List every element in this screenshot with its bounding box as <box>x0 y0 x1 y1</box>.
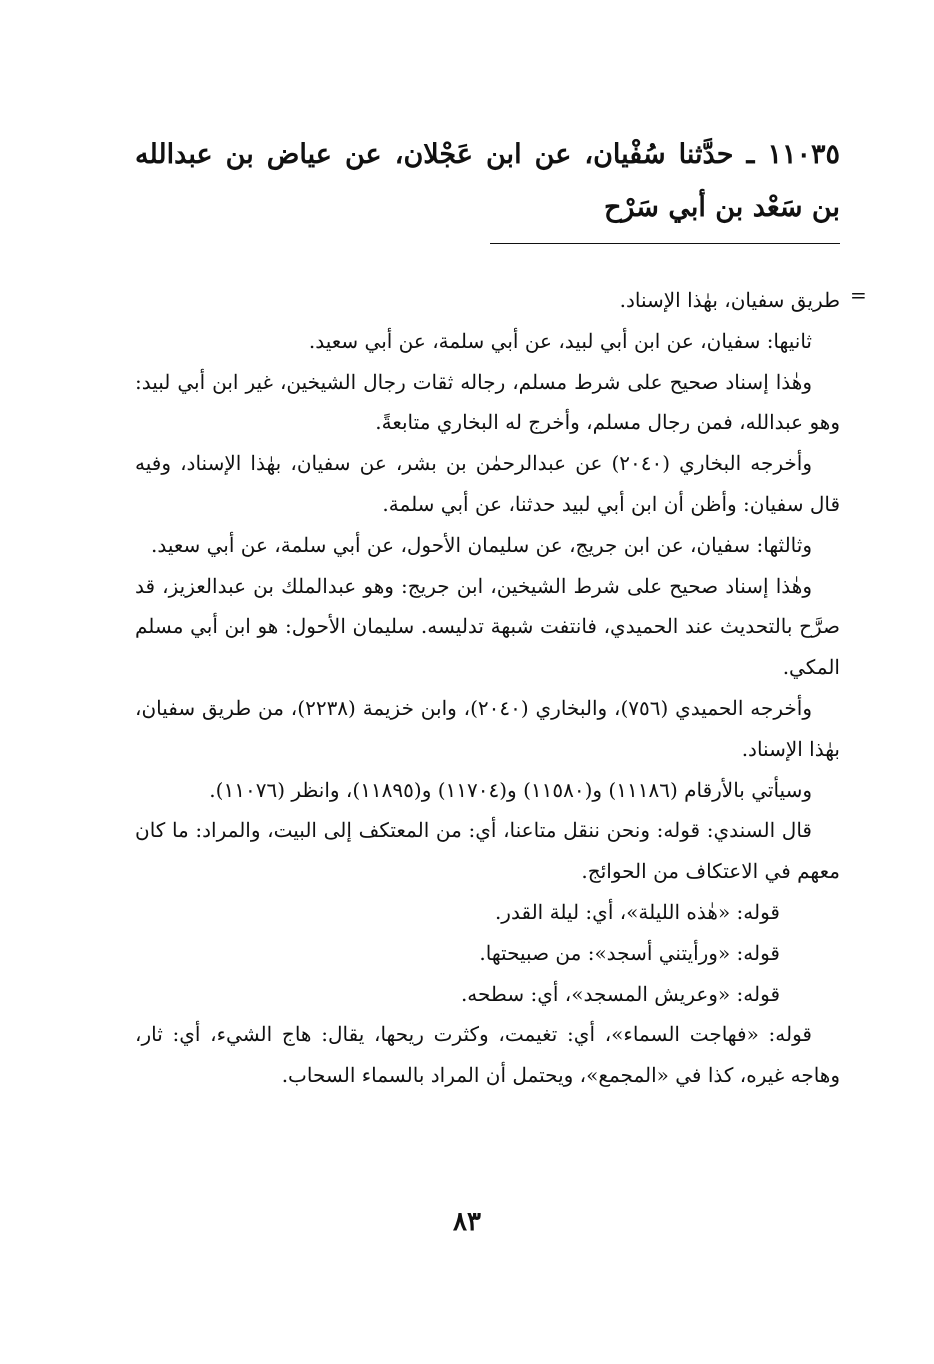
footnote-paragraph: وهٰذا إسناد صحيح على شرط الشيخين، ابن جريج: وهو عبدالملك بن عبدالعزيز، قد صرَّح بالتحديث عند الحميدي، فانتفت شبهة تدليسه. سليمان الأحول: هو ابن أبي مسلم المكي. <box>135 573 840 680</box>
footnote-paragraph: ثانيها: سفيان، عن ابن أبي لبيد، عن أبي سلمة، عن أبي سعيد. <box>308 328 812 353</box>
footnote-paragraph: وسيأتي بالأرقام (١١١٨٦) و(١١٥٨٠) و(١١٧٠٤) و(١١٨٩٥)، وانظر (١١٠٧٦). <box>209 777 812 802</box>
footnote-paragraph: وأخرجه البخاري (٢٠٤٠) عن عبدالرحمٰن بن بشر، عن سفيان، بهٰذا الإسناد، وفيه قال سفيان: وأظن أن ابن أبي لبيد حدثنا، عن أبي سلمة. <box>135 451 840 516</box>
footnote-paragraph: قوله: «فهاجت السماء»، أي: تغيمت، وكثرت ريحها، يقال: هاج الشيء، أي: ثار، وهاجه غيره، كذا في «المجمع»، ويحتمل أن المراد بالسماء السحاب. <box>135 1022 840 1088</box>
continuation-marker: = <box>850 283 867 307</box>
footnote-paragraph: قوله: «ورأيتني أسجد»: من صبيحتها. <box>479 940 780 965</box>
footnote-paragraph: قوله: «هٰذه الليلة»، أي: ليلة القدر. <box>494 899 780 924</box>
footnote-paragraph: قوله: «وعريش المسجد»، أي: سطحه. <box>460 981 780 1006</box>
footnote-paragraph: وأخرجه الحميدي (٧٥٦)، والبخاري (٢٠٤٠)، وابن خزيمة (٢٢٣٨)، من طريق سفيان، بهٰذا الإسناد. <box>135 695 840 761</box>
footnote-separator <box>490 243 840 244</box>
hadith-text: ١١٠٣٥ ـ حدَّثنا سُفْيان، عن ابن عَجْلان، عن عياض بن عبدالله بن سَعْد بن أبي سَرْح <box>135 139 840 223</box>
page-number: ٨٣ <box>453 1207 481 1237</box>
footnote-paragraph: وهٰذا إسناد صحيح على شرط مسلم، رجاله ثقات رجال الشيخين، غير ابن أبي لبيد: وهو عبدالله، فمن رجال مسلم، وأخرج له البخاري متابعةً. <box>135 369 840 435</box>
footnote-paragraph: وثالثها: سفيان، عن ابن جريج، عن سليمان الأحول، عن أبي سلمة، عن أبي سعيد. <box>150 532 812 557</box>
footnotes <box>135 280 840 1096</box>
footnote-paragraph: طريق سفيان، بهٰذا الإسناد. <box>619 288 840 312</box>
footnote-paragraph: قال السندي: قوله: ونحن ننقل متاعنا، أي: من المعتكف إلى البيت، والمراد: ما كان معهم في الاعتكاف من الحوائج. <box>135 818 840 884</box>
